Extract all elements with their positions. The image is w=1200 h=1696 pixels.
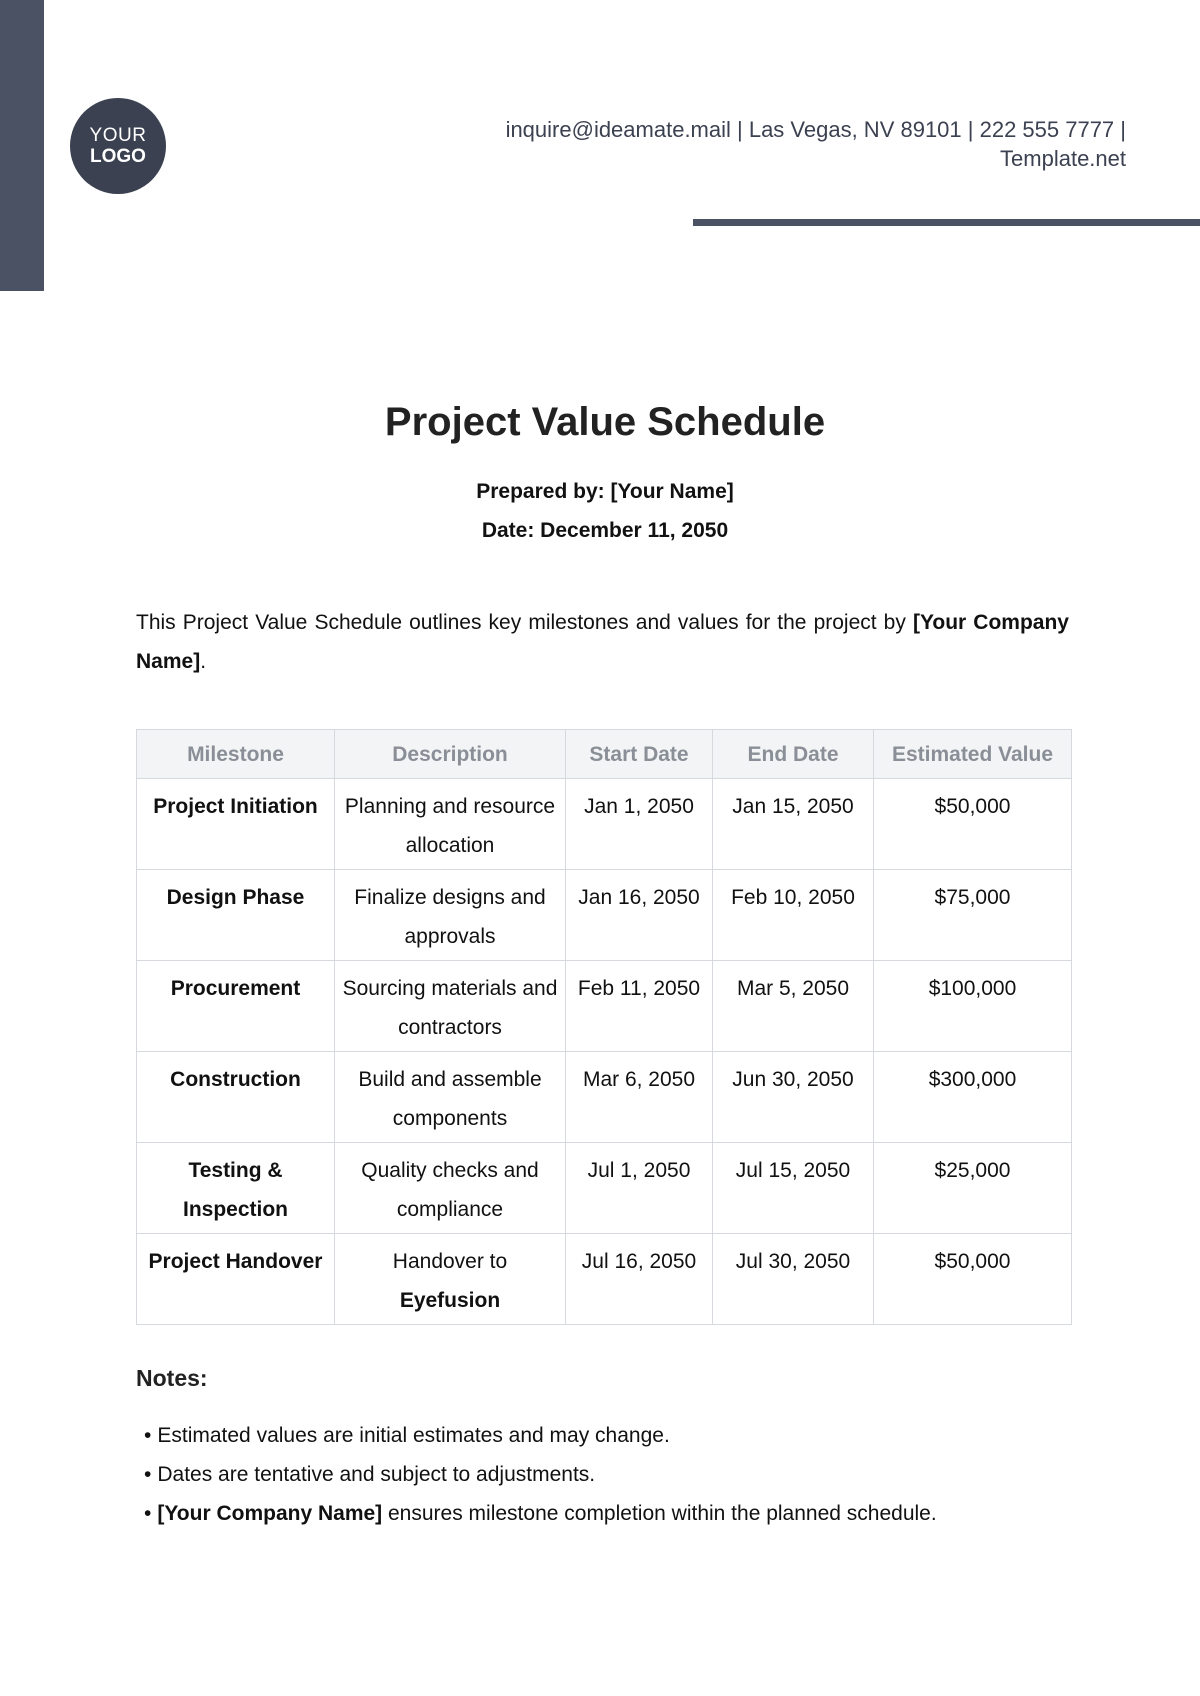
company-logo <box>70 98 166 194</box>
document-date: Date: December 11, 2050 <box>481 519 729 542</box>
value-cell: $25,000 <box>874 1143 1072 1234</box>
intro-text: This Project Value Schedule outlines key milestones and values for the project by <box>136 611 913 634</box>
contact-line-2: Template.net <box>1000 146 1126 171</box>
logo-line-1: YOUR <box>89 125 147 146</box>
intro-end: . <box>200 650 207 673</box>
end-date-cell: Jun 30, 2050 <box>713 1052 874 1143</box>
milestone-cell: Design Phase <box>137 870 335 961</box>
contact-info <box>426 115 1126 173</box>
header-description: Description <box>335 730 566 779</box>
value-cell: $300,000 <box>874 1052 1072 1143</box>
header-estimated-value: Estimated Value <box>874 730 1072 779</box>
end-date-cell: Jan 15, 2050 <box>713 779 874 870</box>
value-cell: $75,000 <box>874 870 1072 961</box>
intro-company-name: [Your Company Name] <box>136 611 1069 673</box>
description-company: Eyefusion <box>399 1289 501 1312</box>
value-cell: $100,000 <box>874 961 1072 1052</box>
description-cell: Finalize designs and approvals <box>335 870 566 961</box>
table-row <box>137 870 1072 961</box>
start-date-cell: Jul 1, 2050 <box>566 1143 713 1234</box>
end-date-cell: Jul 15, 2050 <box>713 1143 874 1234</box>
notes-heading: Notes: <box>136 1365 208 1391</box>
description-cell: Sourcing materials and contractors <box>335 961 566 1052</box>
table-row <box>137 779 1072 870</box>
header-divider <box>693 219 1200 226</box>
start-date-cell: Jul 16, 2050 <box>566 1234 713 1325</box>
end-date-cell: Feb 10, 2050 <box>713 870 874 961</box>
prepared-by: Prepared by: [Your Name] <box>476 480 734 503</box>
description-cell: Planning and resource allocation <box>335 779 566 870</box>
intro-paragraph <box>136 603 1069 681</box>
note-company-name: [Your Company Name] <box>157 1502 383 1525</box>
milestone-cell: Project Initiation <box>137 779 335 870</box>
start-date-cell: Feb 11, 2050 <box>566 961 713 1052</box>
end-date-cell: Jul 30, 2050 <box>713 1234 874 1325</box>
page-title: Project Value Schedule <box>384 400 826 444</box>
start-date-cell: Jan 16, 2050 <box>566 870 713 961</box>
header-milestone: Milestone <box>137 730 335 779</box>
table-row <box>137 1052 1072 1143</box>
value-cell: $50,000 <box>874 779 1072 870</box>
table-header-row <box>137 730 1072 779</box>
description-cell: Build and assemble components <box>335 1052 566 1143</box>
table-row <box>137 961 1072 1052</box>
milestone-cell: Project Handover <box>137 1234 335 1325</box>
contact-line-1: inquire@ideamate.mail | Las Vegas, NV 89101 | 222 555 7777 | <box>505 117 1126 142</box>
list-item: • Dates are tentative and subject to adjustments. <box>136 1455 937 1494</box>
logo-line-2: LOGO <box>90 146 146 167</box>
list-item: • Estimated values are initial estimates and may change. <box>136 1416 937 1455</box>
end-date-cell: Mar 5, 2050 <box>713 961 874 1052</box>
description-prefix: Handover to <box>392 1250 508 1273</box>
milestone-cell: Construction <box>137 1052 335 1143</box>
description-cell <box>335 1234 566 1325</box>
header-start-date: Start Date <box>566 730 713 779</box>
start-date-cell: Jan 1, 2050 <box>566 779 713 870</box>
value-cell: $50,000 <box>874 1234 1072 1325</box>
milestone-cell: Testing & Inspection <box>137 1143 335 1234</box>
header-end-date: End Date <box>713 730 874 779</box>
start-date-cell: Mar 6, 2050 <box>566 1052 713 1143</box>
table-row <box>137 1234 1072 1325</box>
notes-list <box>136 1416 937 1533</box>
description-cell: Quality checks and compliance <box>335 1143 566 1234</box>
note-text: ensures milestone completion within the planned schedule. <box>382 1502 937 1525</box>
side-accent-bar <box>0 0 44 291</box>
milestone-cell: Procurement <box>137 961 335 1052</box>
list-item <box>136 1494 937 1533</box>
value-schedule-table <box>136 729 1072 1325</box>
table-row <box>137 1143 1072 1234</box>
